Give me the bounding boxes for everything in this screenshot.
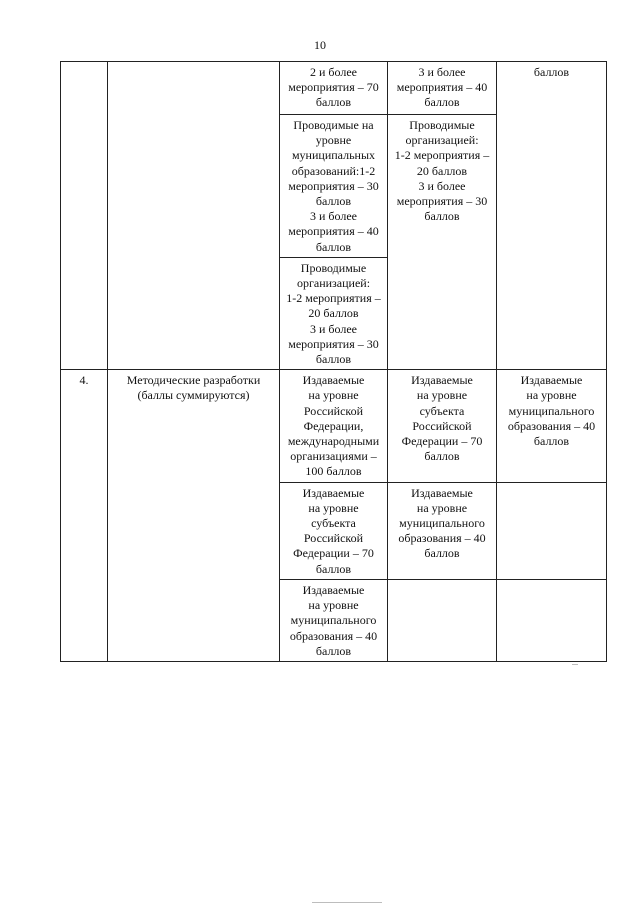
cell-line: 1-2 мероприятия – — [394, 148, 490, 163]
cell-line: 1-2 мероприятия – — [286, 291, 381, 306]
cell-line: Проводимые — [300, 260, 367, 275]
cell-line: Издаваемые — [411, 485, 473, 500]
cell-line: мероприятия – 30 — [288, 336, 379, 351]
score-cell — [388, 115, 497, 370]
score-cell — [388, 579, 497, 661]
score-cell — [280, 62, 388, 115]
cell-line: баллов — [315, 239, 352, 254]
cell-line: баллов — [315, 643, 352, 658]
score-cell — [388, 370, 497, 482]
score-cell — [497, 370, 607, 482]
cell-line: муниципальных — [291, 148, 376, 163]
score-cell — [280, 115, 388, 258]
criterion-cell — [108, 370, 280, 662]
score-cell — [497, 579, 607, 661]
cell-line: Российской — [303, 531, 364, 546]
cell-line: Проводимые — [409, 118, 475, 132]
cell-line: Издаваемые — [302, 373, 365, 388]
page-number: 10 — [314, 38, 326, 52]
score-cell — [280, 370, 388, 482]
cell-line: организацией: — [296, 276, 371, 291]
cell-line: 2 и более — [309, 65, 357, 79]
cell-line: Федерации – 70 — [401, 434, 483, 449]
cell-line: баллов — [315, 352, 352, 367]
cell-line: баллов — [424, 209, 460, 224]
cell-line: образований:1-2 — [291, 163, 376, 178]
cell-line: субъекта — [419, 403, 465, 418]
cell-line: 3 и более — [309, 209, 357, 224]
cell-line: баллов — [533, 65, 570, 79]
cell-line: баллов — [315, 95, 352, 110]
cell-line: баллов — [424, 449, 460, 464]
cell-line: уровне — [315, 133, 352, 148]
cell-line: образования – 40 — [507, 418, 596, 433]
cell-line: баллов — [424, 546, 460, 561]
cell-line: на уровне — [308, 598, 359, 613]
score-cell — [497, 482, 607, 579]
criterion-cell — [108, 62, 280, 370]
row-number-cell: 4. — [61, 370, 108, 662]
cell-line: Издаваемые — [302, 485, 365, 500]
score-cell — [280, 257, 388, 369]
cell-line: (баллы суммируются) — [137, 388, 250, 403]
criteria-table — [60, 61, 607, 662]
cell-line: на уровне — [308, 500, 359, 515]
score-cell — [280, 579, 388, 661]
cell-line: на уровне — [416, 388, 468, 403]
cell-line: мероприятия – 40 — [288, 224, 379, 239]
cell-line: баллов — [315, 561, 352, 576]
cell-line: 3 и более — [418, 65, 466, 79]
cell-line: организацией: — [405, 133, 479, 148]
cell-line: на уровне — [308, 388, 359, 403]
cell-line: муниципального — [290, 613, 377, 628]
cell-line: мероприятия – 30 — [288, 178, 379, 193]
cell-line: 20 баллов — [308, 306, 359, 321]
cell-line: на уровне — [416, 500, 468, 515]
cell-line: мероприятия – 40 — [396, 80, 488, 95]
cell-line: 20 баллов — [416, 163, 468, 178]
cell-line: баллов — [424, 95, 460, 110]
cell-line: муниципального — [399, 516, 485, 531]
cell-line: Федерации, — [303, 418, 364, 433]
table-row — [61, 62, 607, 115]
cell-line: Издаваемые — [411, 373, 473, 388]
cell-line: Издаваемые — [302, 582, 365, 597]
cell-line: на уровне — [526, 388, 577, 403]
cell-line: баллов — [315, 194, 352, 209]
cell-line: Проводимые на — [293, 118, 374, 132]
scan-mark — [572, 664, 578, 665]
cell-line: международными — [287, 434, 380, 449]
score-cell — [388, 482, 497, 579]
cell-line: образования – 40 — [289, 628, 378, 643]
cell-line: баллов — [533, 434, 570, 449]
cell-line: мероприятия – 30 — [396, 194, 488, 209]
cell-line: субъекта — [311, 516, 356, 531]
cell-line: Российской — [412, 418, 472, 433]
score-cell — [280, 482, 388, 579]
score-cell — [388, 62, 497, 115]
cell-line: организациями – — [290, 449, 377, 464]
row-number-cell — [61, 62, 108, 370]
cell-line: 3 и более — [418, 178, 466, 193]
table-row — [61, 370, 607, 482]
cell-line: Методические разработки — [126, 373, 261, 388]
scan-mark — [312, 902, 382, 903]
score-cell — [497, 62, 607, 370]
cell-line: муниципального — [508, 403, 595, 418]
cell-line: образования – 40 — [398, 531, 486, 546]
cell-line: Российской — [303, 403, 364, 418]
cell-line: мероприятия – 70 — [288, 80, 379, 95]
cell-line: Издаваемые — [520, 373, 583, 388]
cell-line: 100 баллов — [305, 464, 362, 479]
cell-line: Федерации – 70 — [293, 546, 374, 561]
cell-line: 3 и более — [309, 321, 357, 336]
